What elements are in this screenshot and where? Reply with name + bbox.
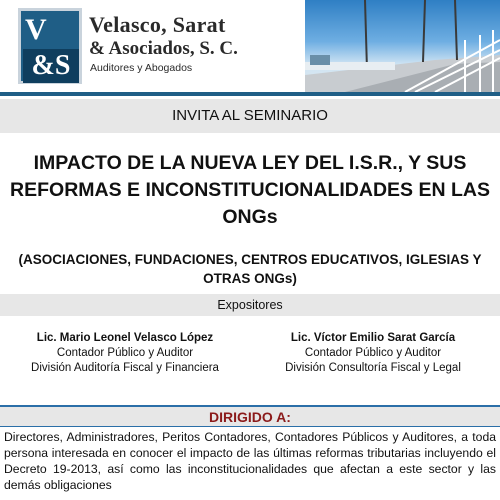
speaker-2-division: División Consultoría Fiscal y Legal [285,362,461,374]
bridge-photo [305,0,500,92]
speaker-1-role: Contador Público y Auditor [56,347,194,359]
speaker-1-name: Lic. Mario Leonel Velasco López [36,332,214,344]
firm-subtitle: Auditores y Abogados [90,62,193,74]
speakers-banner: Expositores [0,294,500,316]
audience-heading: DIRIGIDO A: [0,405,500,427]
header [0,0,500,92]
logo-vs-mark: V [25,13,47,46]
firm-name-line1: Velasco, Sarat [89,12,226,37]
header-divider [0,92,500,96]
audience-description: Directores, Administradores, Peritos Contadores, Contadores Públicos y Auditores, a toda persona interesada en conocer el impacto de las últimas reformas tributarias incluyendo el Decreto 19-2013, así como las inconstitucionalidades que afectan a este sector y las demás obligaciones [4,430,496,492]
seminar-title: IMPACTO DE LA NUEVA LEY DEL I.S.R., Y SUS REFORMAS E INCONSTITUCIONALIDADES EN LAS ONGs [10,152,490,228]
firm-logo [18,8,82,84]
speaker-1-division: División Auditoría Fiscal y Financiera [31,362,219,374]
speaker-1 [5,331,245,376]
seminar-subtitle: (ASOCIACIONES, FUNDACIONES, CENTROS EDUCATIVOS, IGLESIAS Y OTRAS ONGs) [18,252,482,286]
firm-name-line2: & Asociados, S. C. [89,38,238,59]
speaker-2-name: Lic. Víctor Emilio Sarat García [290,332,456,344]
speaker-2-role: Contador Público y Auditor [304,347,442,359]
invite-banner: INVITA AL SEMINARIO [0,99,500,133]
speaker-2 [253,331,493,376]
logo-amp-mark: &S [23,49,79,83]
